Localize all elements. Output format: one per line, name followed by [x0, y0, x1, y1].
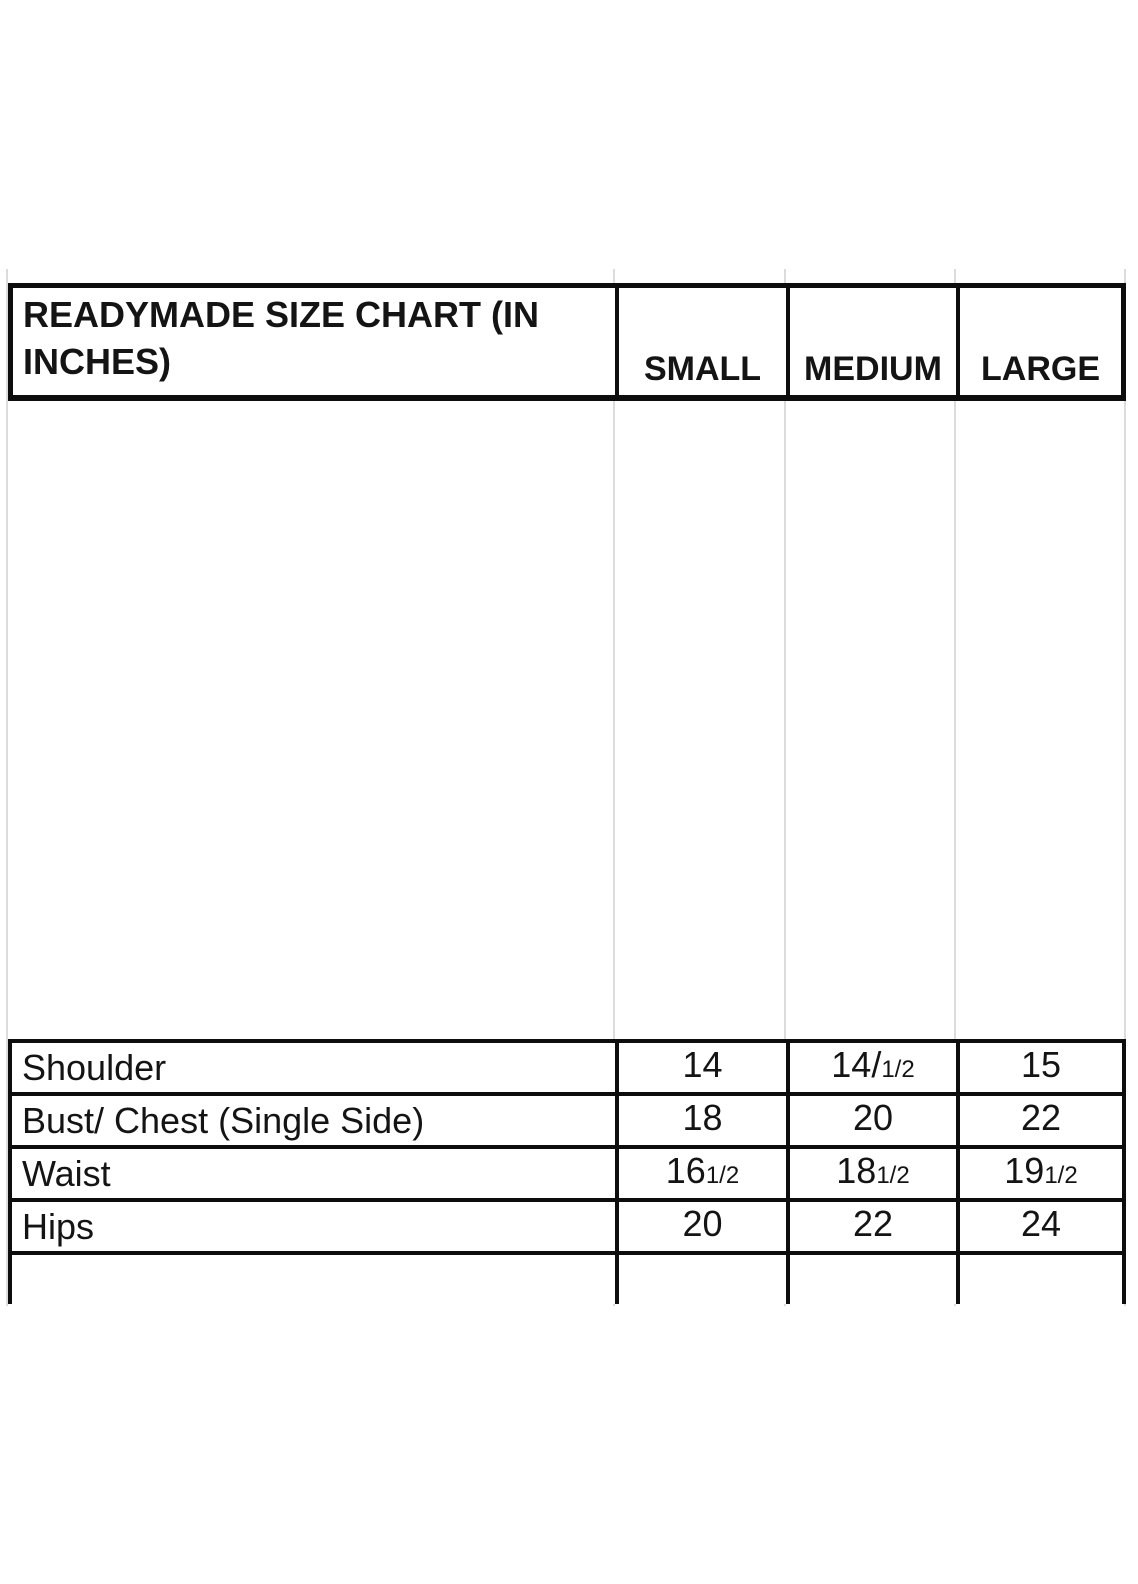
- value-main: 14: [682, 1044, 723, 1085]
- value-main: 14/: [831, 1044, 882, 1085]
- value-main: 18: [682, 1097, 723, 1138]
- size-value-cell: [786, 1096, 956, 1145]
- value-fraction: 1/2: [705, 1162, 740, 1189]
- size-value-cell: [956, 1043, 1122, 1092]
- row-label: Bust/ Chest (Single Side): [22, 1099, 425, 1141]
- row-label: Waist: [22, 1152, 111, 1194]
- size-value-cell: [615, 1043, 786, 1092]
- table-row-hips: [12, 1202, 1122, 1255]
- value-main: 22: [852, 1203, 894, 1244]
- row-label: [12, 1255, 615, 1304]
- size-value-cell: [615, 1149, 786, 1198]
- value-main: 16: [665, 1150, 706, 1191]
- row-label: Shoulder: [22, 1046, 167, 1088]
- size-value-cell: [956, 1149, 1122, 1198]
- size-value-cell: [786, 1043, 956, 1092]
- table-row-bust-chest: [12, 1096, 1122, 1149]
- size-value-cell: [615, 1255, 786, 1304]
- size-value-cell: [956, 1202, 1122, 1251]
- value-fraction: 1/2: [881, 1056, 915, 1083]
- size-value-cell: [786, 1255, 956, 1304]
- value-main: 18: [836, 1150, 877, 1191]
- size-value-cell: [786, 1149, 956, 1198]
- size-value-cell: [956, 1096, 1122, 1145]
- table-row-empty: [12, 1255, 1122, 1304]
- size-value-cell: [786, 1202, 956, 1251]
- size-value-cell: [615, 1096, 786, 1145]
- value-main: 24: [1020, 1203, 1062, 1244]
- column-header-large: LARGE: [956, 288, 1121, 395]
- table-row-shoulder: [12, 1043, 1122, 1096]
- value-main: 15: [1020, 1044, 1062, 1085]
- table-row-waist: [12, 1149, 1122, 1202]
- size-value-cell: [956, 1255, 1122, 1304]
- column-header-medium: MEDIUM: [786, 288, 956, 395]
- size-value-cell: [615, 1202, 786, 1251]
- value-main: 20: [682, 1203, 723, 1244]
- row-label: Hips: [22, 1205, 95, 1247]
- column-header-small: SMALL: [615, 288, 786, 395]
- value-main: 20: [852, 1097, 894, 1138]
- value-main: 19: [1004, 1150, 1045, 1191]
- value-fraction: 1/2: [876, 1162, 910, 1189]
- value-fraction: 1/2: [1044, 1162, 1078, 1189]
- value-main: 22: [1020, 1097, 1062, 1138]
- data-table: [8, 1039, 1126, 1304]
- header-row: [8, 283, 1126, 401]
- chart-title: READYMADE SIZE CHART (IN INCHES): [23, 294, 540, 382]
